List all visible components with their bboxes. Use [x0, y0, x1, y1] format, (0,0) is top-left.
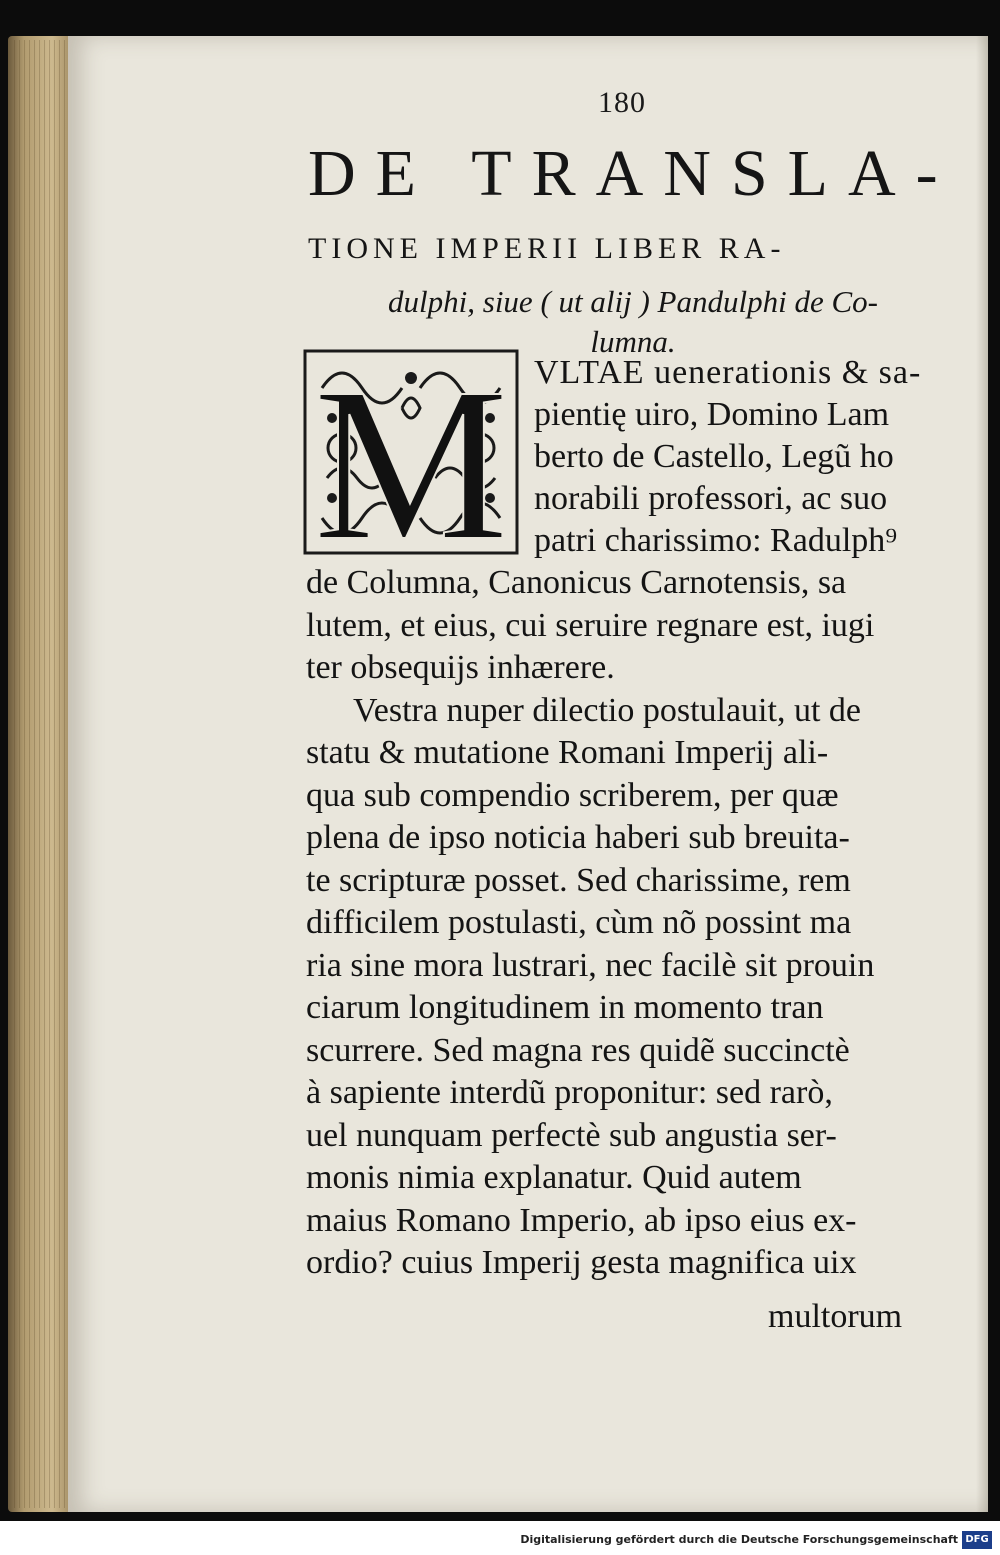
body-line: patri charissimo: Radulph⁹ [534, 522, 898, 559]
body-line: qua sub compendio scriberem, per quæ [306, 776, 839, 814]
body-line: maius Romano Imperio, ab ipso eius ex- [306, 1201, 857, 1239]
body-line: ciarum longitudinem in momento tran [306, 989, 824, 1026]
body-line: pientię uiro, Domino Lam [534, 396, 890, 433]
footer-credit: Digitalisierung gefördert durch die Deutsche Forschungsgemeinschaft [520, 1533, 958, 1546]
title-line-1: DE TRANSLA- [308, 137, 958, 210]
decorated-initial-m [302, 348, 520, 556]
body-line: norabili professori, ac suo [534, 480, 888, 517]
body-line: berto de Castello, Legũ ho [534, 438, 894, 475]
body-line: scurrere. Sed magna res quidẽ succinctè [306, 1031, 850, 1069]
body-line: te scripturæ posset. Sed charissime, rem [306, 861, 851, 899]
body-line: monis nimia explanatur. Quid autem [306, 1159, 802, 1196]
body-line: lutem, et eius, cui seruire regnare est, iugi [306, 606, 875, 644]
page-gutter-shadow [976, 36, 988, 1512]
page-edge-lines [14, 40, 74, 1508]
catchword: multorum [768, 1298, 903, 1335]
body-line: ter obsequijs inhærere. [306, 649, 615, 686]
body-line: uel nunquam perfectè sub angustia ser- [306, 1116, 837, 1154]
initial-letter: M [313, 348, 509, 556]
title-line-3: dulphi, siue ( ut alij ) Pandulphi de Co- [388, 284, 878, 319]
body-line: Vestra nuper dilectio postulauit, ut de [353, 691, 861, 729]
body-line: difficilem postulasti, cùm nõ possint ma [306, 904, 852, 941]
title-line-4: lumna. [590, 324, 676, 359]
page-number: 180 [598, 86, 646, 119]
body-line: à sapiente interdũ proponitur: sed rarò, [306, 1074, 833, 1111]
body-line: ordio? cuius Imperij gesta magnifica uix [306, 1244, 857, 1281]
body-line: plena de ipso noticia haberi sub breuita- [306, 819, 850, 856]
dfg-logo: DFG [962, 1531, 992, 1549]
title-line-2: TIONE IMPERII LIBER RA- [308, 232, 786, 265]
book-page [68, 36, 988, 1512]
body-line: de Columna, Canonicus Carnotensis, sa [306, 564, 847, 601]
digitization-footer [0, 1521, 1000, 1555]
body-line: ria sine mora lustrari, nec facilè sit prouin [306, 946, 875, 984]
body-line: VLTAE uenerationis & sa- [534, 354, 922, 391]
body-line: statu & mutatione Romani Imperij ali- [306, 734, 829, 771]
